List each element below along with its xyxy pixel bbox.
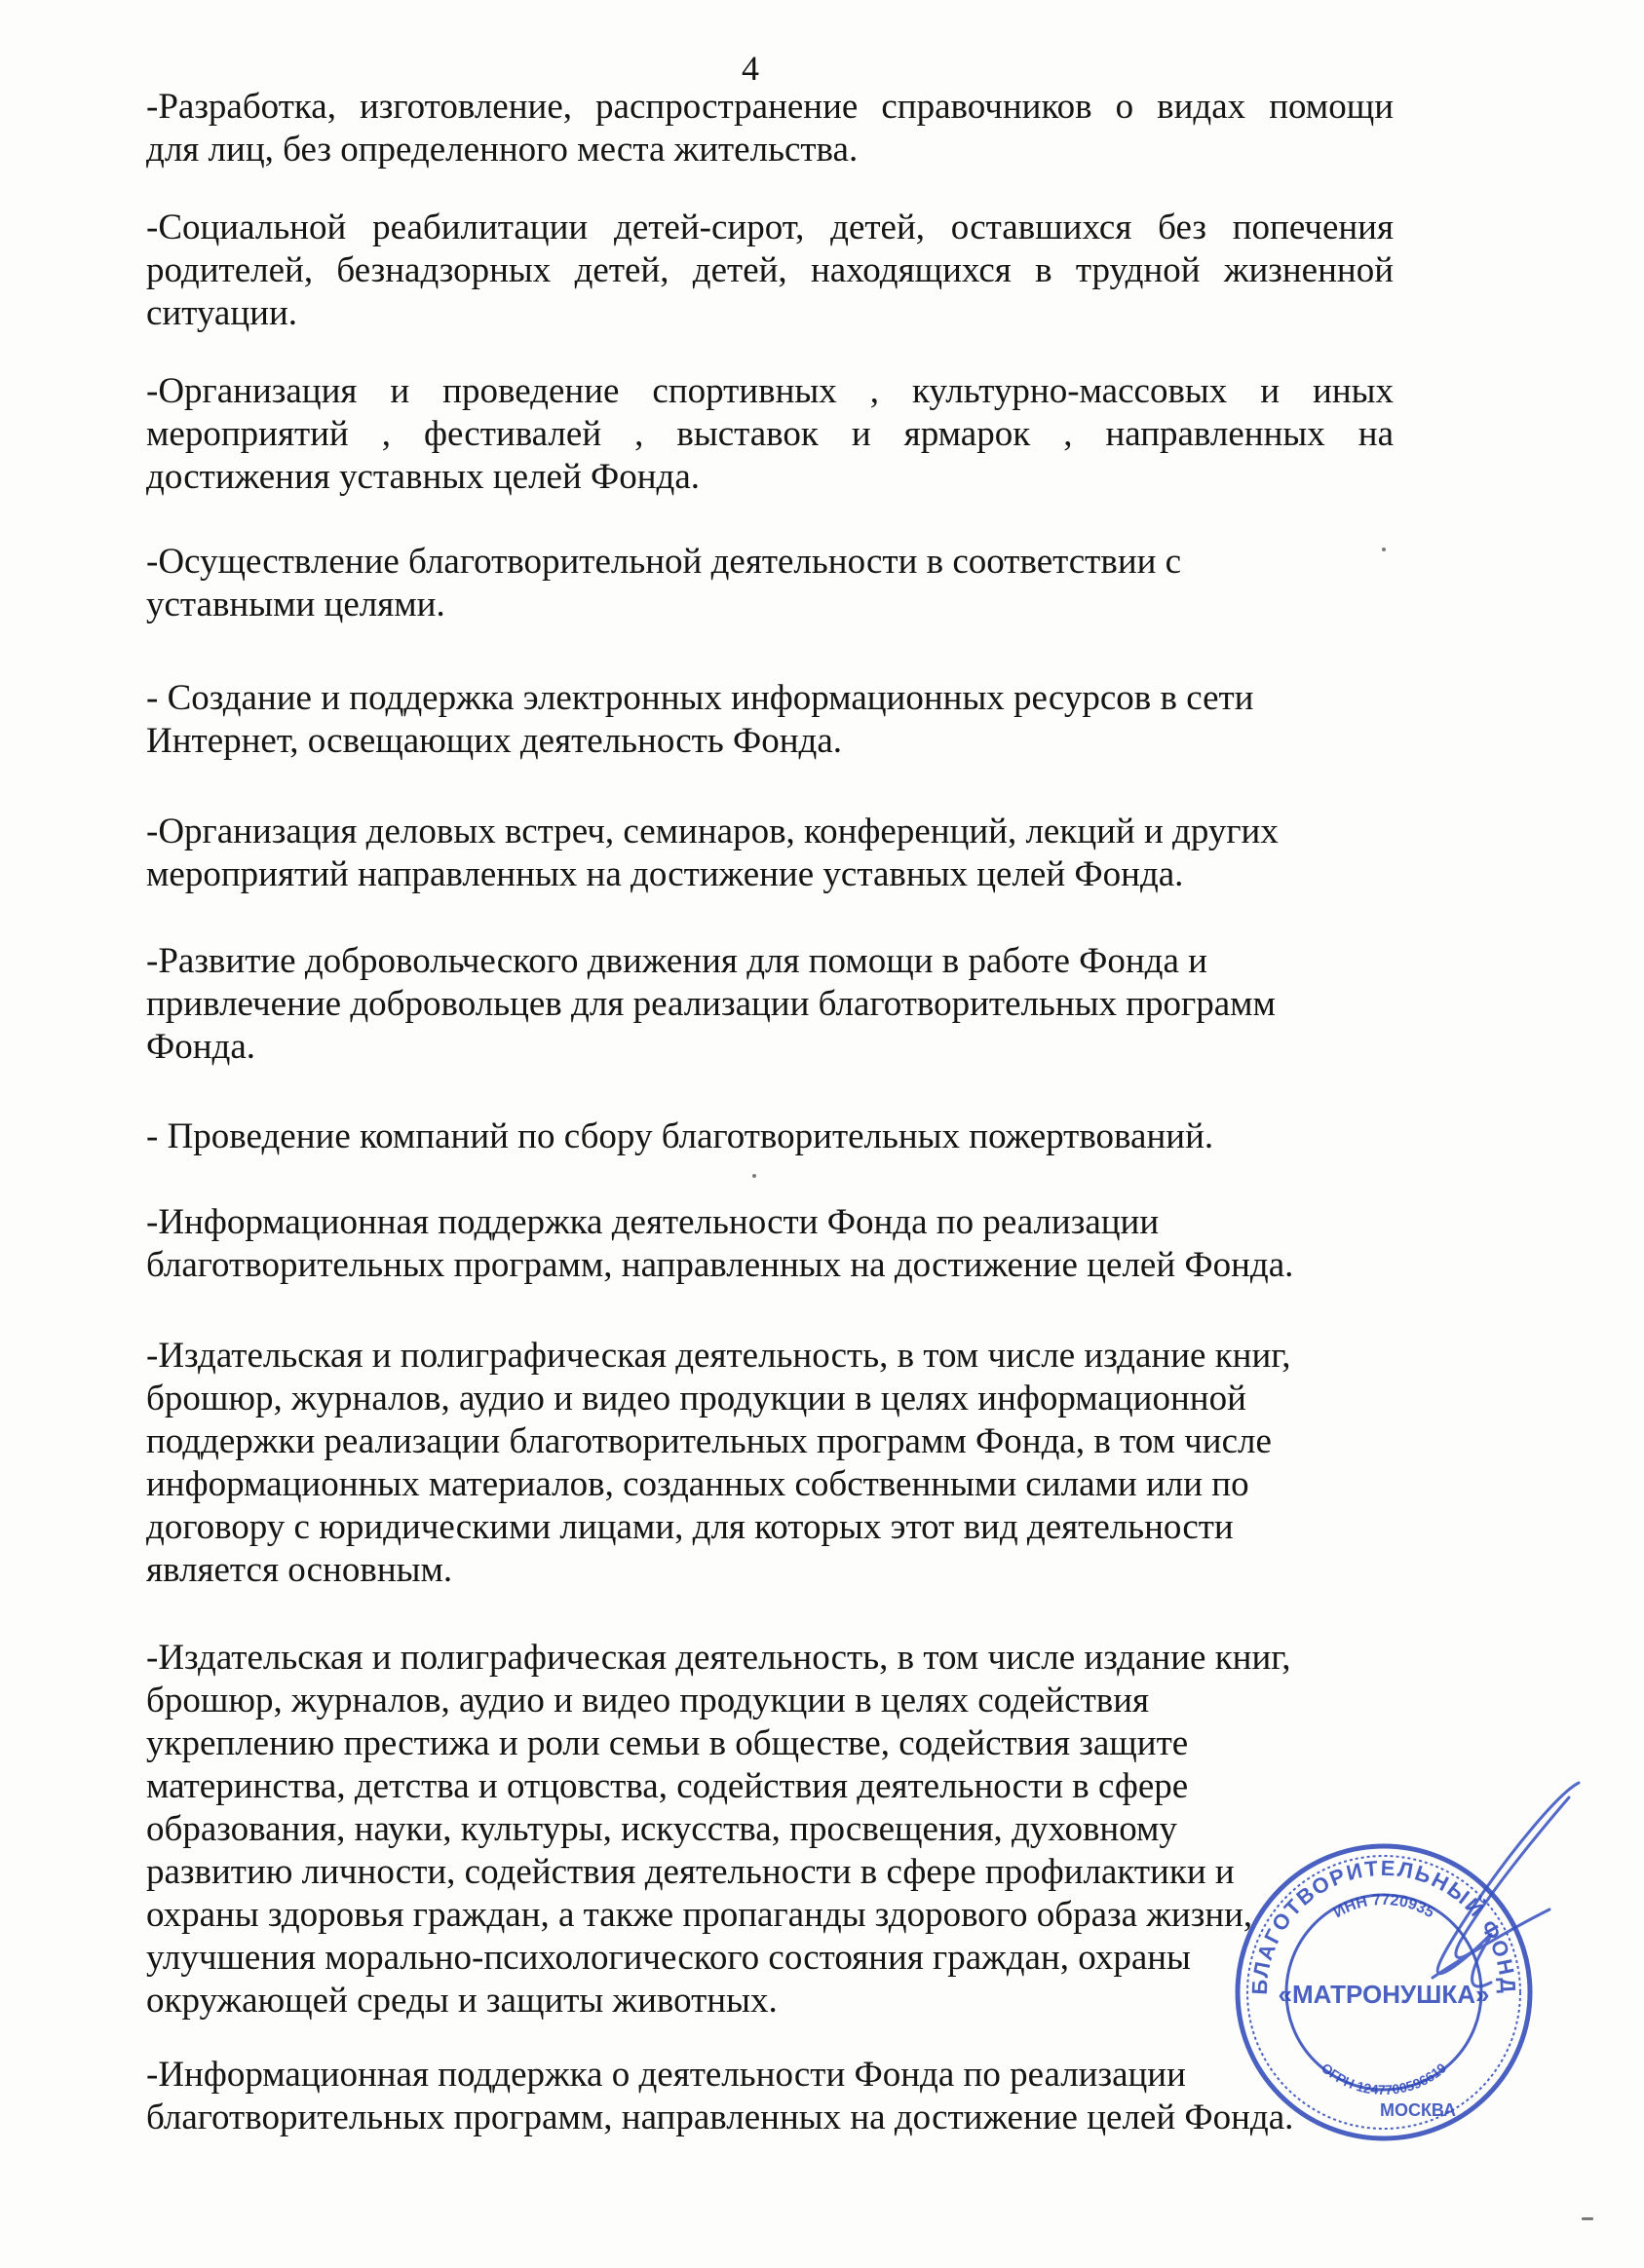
text-line: -Информационная поддержка деятельности Фонда по реализации <box>146 1202 1160 1242</box>
paragraph-4 <box>146 541 1394 626</box>
paragraph-6 <box>146 811 1394 896</box>
text-line: -Организация и проведение спортивных , культурно-массовых и иных <box>146 371 1394 411</box>
text-line: -Разработка, изготовление, распространение справочников о видах помощи <box>146 87 1394 127</box>
text-line: улучшения морально-психологического состояния граждан, охраны <box>146 1938 1191 1978</box>
text-line: мероприятий , фестивалей , выставок и ярмарок , направленных на <box>146 414 1394 454</box>
paragraph-5 <box>146 677 1394 763</box>
paragraph-3 <box>146 370 1394 499</box>
text-line: благотворительных программ, направленных на достижение целей Фонда. <box>146 2098 1294 2137</box>
text-line: -Развитие добровольческого движения для помощи в работе Фонда и <box>146 941 1207 981</box>
page-number: 4 <box>742 49 759 88</box>
text-line: укреплению престижа и роли семьи в обществе, содействия защите <box>146 1723 1189 1763</box>
text-line: -Издательская и полиграфическая деятельность, в том числе издание книг, <box>146 1336 1291 1376</box>
paragraph-9 <box>146 1201 1394 1287</box>
text-line: договору с юридическими лицами, для которых этот вид деятельности <box>146 1507 1234 1547</box>
paragraph-1 <box>146 86 1394 171</box>
scan-speck <box>1582 2217 1593 2220</box>
text-line: - Создание и поддержка электронных информационных ресурсов в сети <box>146 678 1254 718</box>
stamp-outer-text: БЛАГОТВОРИТЕЛЬНЫЙ ФОНД <box>1246 1855 1521 1996</box>
text-line: привлечение добровольцев для реализации благотворительных программ <box>146 984 1276 1024</box>
stamp-center-text: «МАТРОНУШКА» <box>1278 1980 1490 2009</box>
text-line: брошюр, журналов, аудио и видео продукции в целях содействия <box>146 1681 1150 1720</box>
text-line: -Организация деловых встреч, семинаров, конференций, лекций и других <box>146 812 1279 851</box>
text-line: для лиц, без определенного места жительства. <box>146 130 859 170</box>
text-line: образования, науки, культуры, искусства, просвещения, духовному <box>146 1809 1177 1849</box>
text-line: -Издательская и полиграфическая деятельность, в том числе издание книг, <box>146 1638 1291 1678</box>
text-line: Интернет, освещающих деятельность Фонда. <box>146 721 843 761</box>
scan-speck <box>1382 548 1386 551</box>
text-line: материнства, детства и отцовства, содействия деятельности в сфере <box>146 1766 1189 1806</box>
paragraph-10 <box>146 1335 1394 1592</box>
text-line: Фонда. <box>146 1027 256 1067</box>
text-line: брошюр, журналов, аудио и видео продукции в целях информационной <box>146 1379 1246 1418</box>
stamp-ogrn-text: ОГРН 1247700596619 <box>1318 2060 1450 2098</box>
text-line: благотворительных программ, направленных на достижение целей Фонда. <box>146 1245 1294 1285</box>
text-line: -Социальной реабилитации детей-сирот, детей, оставшихся без попечения <box>146 208 1394 247</box>
text-line: достижения уставных целей Фонда. <box>146 457 701 497</box>
paragraph-7 <box>146 940 1394 1069</box>
text-line: - Проведение компаний по сбору благотворительных пожертвований. <box>146 1116 1214 1156</box>
text-line: информационных материалов, созданных собственными силами или по <box>146 1464 1249 1504</box>
text-line: -Осуществление благотворительной деятельности в соответствии с <box>146 542 1182 582</box>
text-line: окружающей среды и защиты животных. <box>146 1981 778 2021</box>
paragraph-8 <box>146 1115 1394 1158</box>
paragraph-2 <box>146 207 1394 335</box>
paragraph-11 <box>146 1637 1394 2022</box>
text-line: -Информационная поддержка о деятельности Фонда по реализации <box>146 2055 1186 2095</box>
paragraph-12 <box>146 2054 1394 2139</box>
text-line: мероприятий направленных на достижение уставных целей Фонда. <box>146 854 1184 894</box>
scan-speck <box>752 1174 756 1178</box>
text-line: развитию личности, содействия деятельности в сфере профилактики и <box>146 1852 1235 1892</box>
stamp-city-text: МОСКВА <box>1379 2100 1457 2120</box>
text-line: уставными целями. <box>146 585 445 624</box>
text-line: ситуации. <box>146 293 297 333</box>
stamp-inn-text: ИНН 7720935 <box>1330 1891 1437 1922</box>
text-line: охраны здоровья граждан, а также пропаганды здорового образа жизни, <box>146 1895 1253 1935</box>
signature <box>1316 1773 1598 2065</box>
text-line: поддержки реализации благотворительных программ Фонда, в том числе <box>146 1421 1272 1461</box>
text-line: родителей, безнадзорных детей, детей, находящихся в трудной жизненной <box>146 250 1394 290</box>
text-line: является основным. <box>146 1550 453 1590</box>
